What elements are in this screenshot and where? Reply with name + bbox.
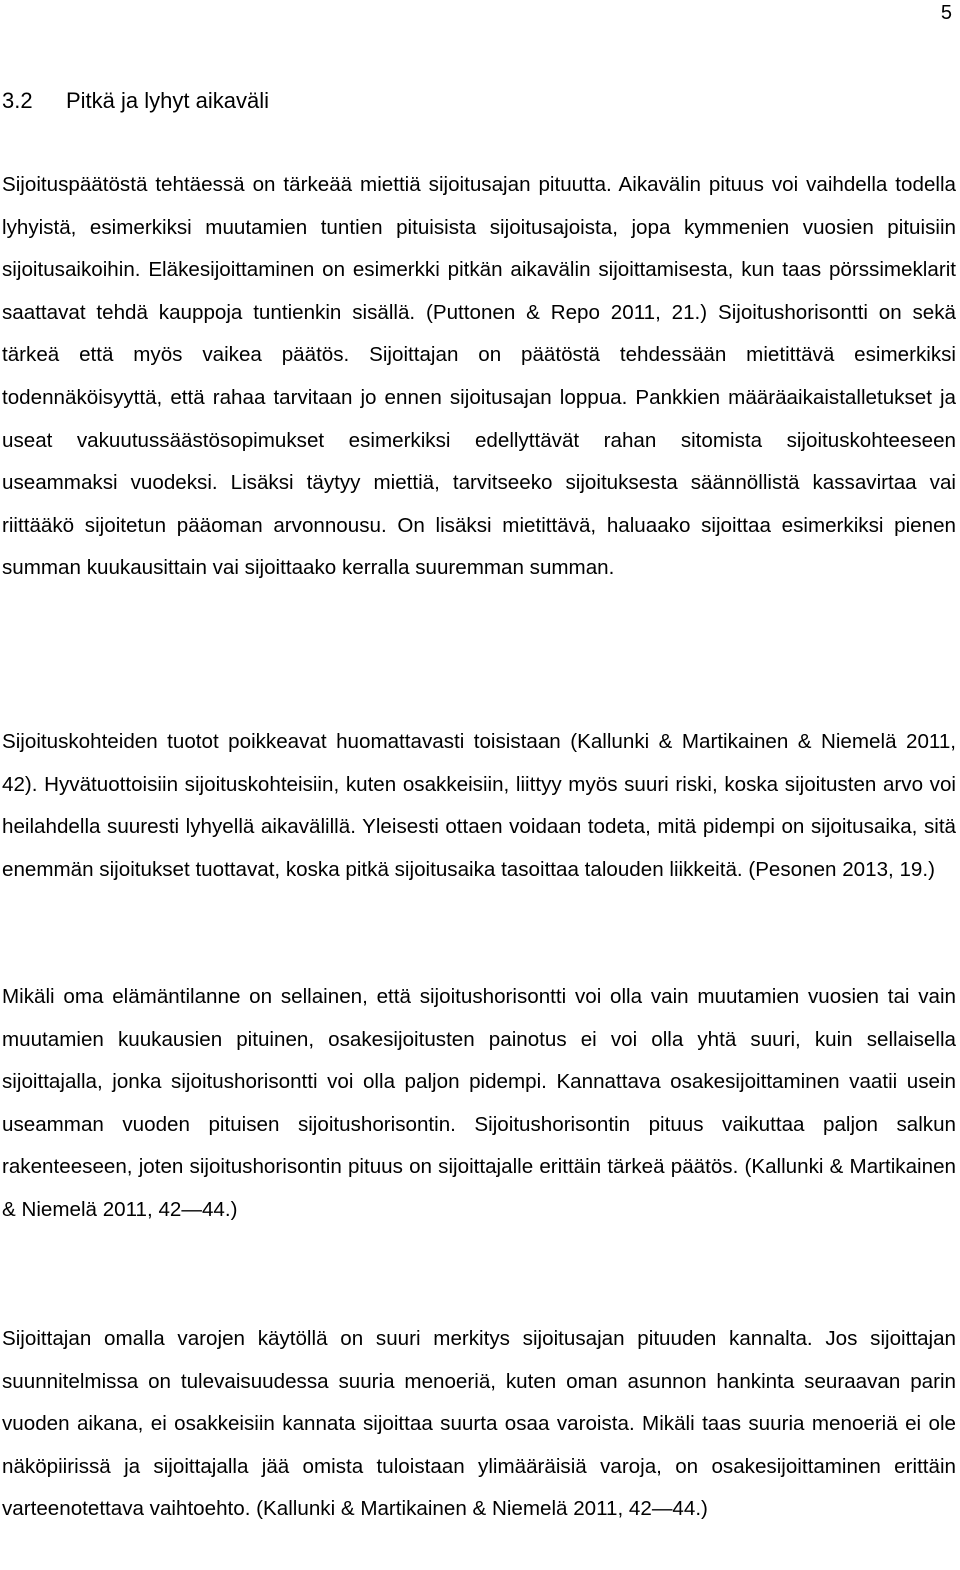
- page-number: 5: [940, 2, 952, 24]
- paragraph: Sijoittajan omalla varojen käytöllä on suuri merkitys sijoitusajan pituuden kannalta. Jos sijoittajan suunnitelmissa on tulevaisuudessa suuria menoeriä, kuten oman asunnon hankinta seuraavan parin vuoden aikana, ei osakkeisiin kannata sijoittaa suurta osaa varoista. Mikäli taas suuria menoeriä ei ole näköpiirissä ja sijoittajalla jää omista tuloistaan ylimääräisiä varoja, on osakesijoittaminen erittäin varteenotettava vaihtoehto. (Kallunki & Martikainen & Niemelä 2011, 42—44.): [2, 1327, 956, 1521]
- section-heading: [2, 88, 269, 114]
- section-number: 3.2: [2, 88, 33, 113]
- paragraph: Sijoituskohteiden tuotot poikkeavat huomattavasti toisistaan (Kallunki & Martikainen & Niemelä 2011, 42). Hyvätuottoisiin sijoituskohteisiin, kuten osakkeisiin, liittyy myös suuri riski, koska sijoitusten arvo voi heilahdella suuresti lyhyellä aikavälillä. Yleisesti ottaen voidaan todeta, mitä pidempi on sijoitusaika, sitä enemmän sijoitukset tuottavat, koska pitkä sijoitusaika tasoittaa talouden liikkeitä. (Pesonen 2013, 19.): [2, 730, 956, 881]
- paragraph: Mikäli oma elämäntilanne on sellainen, että sijoitushorisontti voi olla vain muutamien vuosien tai vain muutamien kuukausien pituinen, osakesijoitusten painotus ei voi olla yhtä suuri, kuin sellaisella sijoittajalla, jonka sijoitushorisontti voi olla paljon pidempi. Kannattava osakesijoittaminen vaatii usein useamman vuoden pituisen sijoitushorisontin. Sijoitushorisontin pituus vaikuttaa paljon salkun rakenteeseen, joten sijoitushorisontin pituus on sijoittajalle erittäin tärkeä päätös. (Kallunki & Martikainen & Niemelä 2011, 42—44.): [2, 985, 956, 1221]
- section-title: Pitkä ja lyhyt aikaväli: [66, 88, 269, 113]
- paragraph: Sijoituspäätöstä tehtäessä on tärkeää miettiä sijoitusajan pituutta. Aikavälin pituus voi vaihdella todella lyhyistä, esimerkiksi muutamien tuntien pituisista sijoitusajoista, jopa kymmenien vuosien pituisiin sijoitusaikoihin. Eläkesijoittaminen on esimerkki pitkän aikavälin sijoittamisesta, kun taas pörssimeklarit saattavat tehdä kauppoja tuntienkin sisällä. (Puttonen & Repo 2011, 21.) Sijoitushorisontti on sekä tärkeä että myös vaikea päätös. Sijoittajan on päätöstä tehdessään mietittävä esimerkiksi todennäköisyyttä, että rahaa tarvitaan jo ennen sijoitusajan loppua. Pankkien määräaikaistalletukset ja useat vakuutussäästösopimukset esimerkiksi edellyttävät rahan sitomista sijoituskohteeseen useammaksi vuodeksi. Lisäksi täytyy miettiä, tarvitseeko sijoituksesta säännöllistä kassavirtaa vai riittääkö sijoitetun pääoman arvonnousu. On lisäksi mietittävä, haluaako sijoittaa esimerkiksi pienen summan kuukausittain vai sijoittaako kerralla suuremman summan.: [2, 173, 956, 580]
